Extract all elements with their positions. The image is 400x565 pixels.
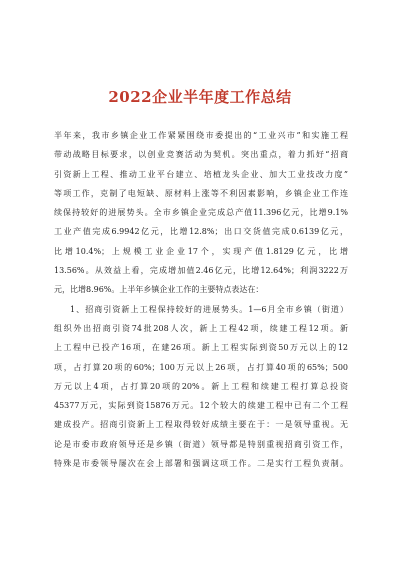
body-line: 特殊是市委领导屡次在会上部署和强调这项工作。二是实行工程负责制。 <box>54 459 348 469</box>
body-line: 组织外出招商引资74批208人次，新上工程42项，续建工程12项。新 <box>54 323 348 333</box>
document-body <box>54 126 348 473</box>
body-line: 项，占打算20项的60%；100万元以上26项，占打算40项的65%；500 <box>54 362 348 372</box>
body-line: 45377万元，实际到资15876万元。12个较大的续建工程中已有二个工程 <box>54 401 348 411</box>
body-line: 13.56%。从效益上看，完成增加值2.46亿元，比增12.64%；利润3222万 <box>54 266 348 276</box>
body-line: 半年来，我市乡镇企业工作紧紧围绕市委提出的“工业兴市”和实施工程 <box>54 131 348 140</box>
body-line: 元，比增8.96%。上半年乡镇企业工作的主要特点表达在： <box>54 285 264 295</box>
body-line: 论是市委市政府领导还是乡镇（街道）领导都是特别重视招商引资工作， <box>54 439 348 449</box>
body-line: 工业产值完成6.9942亿元，比增12.8%；出口交货值完成0.6139亿元， <box>54 227 348 237</box>
body-line: 带动战略目标要求，以创业竞赛活动为契机。突出重点，着力抓好“招商 <box>54 150 348 160</box>
body-line: 1、招商引资新上工程保持较好的进展势头。1—6月全市乡镇（街道） <box>70 304 348 314</box>
body-line: 万元以上4项，占打算20项的20%。新上工程和续建工程打算总投资 <box>54 381 348 391</box>
body-line: 上工程中已投产16项，在建26项。新上工程实际到资50万元以上的12 <box>54 343 348 353</box>
body-line: 续保持较好的进展势头。全市乡镇企业完成总产值11.396亿元，比增9.1% <box>54 208 348 218</box>
body-line: 比增10.4%；上规模工业企业17个，实现产值1.8129亿元，比增 <box>54 246 348 256</box>
body-line: 等项工作，克制了电短缺、原材料上涨等不利因素影响，乡镇企业工作连 <box>54 188 348 198</box>
body-line: 建成投产。招商引资新上工程取得较好成绩主要在于：一是领导重视。无 <box>54 420 348 430</box>
document-title: 2022企业半年度工作总结 <box>108 88 292 106</box>
body-line: 引资新上工程、推动工业平台建立、培植龙头企业、加大工业技改力度” <box>54 169 348 179</box>
